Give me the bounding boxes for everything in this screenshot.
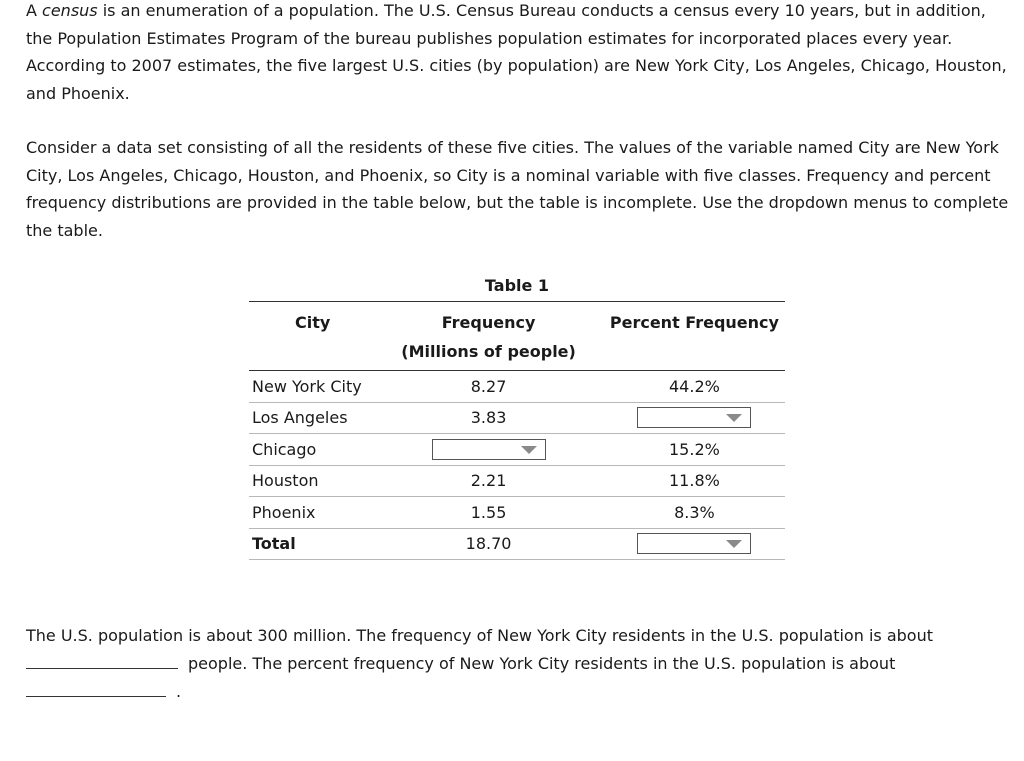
table-row — [249, 434, 785, 466]
city-cell: Houston — [249, 465, 373, 497]
census-term: census — [42, 1, 98, 20]
nyc-frequency-answer-blank[interactable] — [26, 652, 178, 669]
percent-cell — [604, 528, 785, 560]
header-city: City — [294, 313, 331, 332]
header-frequency-unit: (Millions of people) — [401, 342, 576, 361]
question-line-2-text: people. The percent frequency of New York City residents in the U.S. population is about — [188, 654, 896, 673]
table-row — [249, 371, 785, 403]
chevron-down-icon — [726, 414, 742, 422]
intro-prefix: A — [26, 1, 43, 20]
total-frequency-cell: 18.70 — [373, 528, 604, 560]
city-cell: Chicago — [249, 434, 373, 466]
los-angeles-percent-dropdown[interactable] — [637, 407, 751, 428]
city-cell: New York City — [249, 371, 373, 403]
percent-cell: 11.8% — [604, 465, 785, 497]
city-cell: Phoenix — [249, 497, 373, 529]
total-label: Total — [249, 528, 373, 560]
table-header-row — [249, 302, 785, 371]
table-title: Table 1 — [484, 276, 550, 295]
percent-cell: 8.3% — [604, 497, 785, 529]
question-line-2 — [26, 650, 1016, 678]
frequency-cell — [373, 434, 604, 466]
frequency-cell: 3.83 — [373, 402, 604, 434]
chicago-frequency-dropdown[interactable] — [432, 439, 546, 460]
table-row — [249, 402, 785, 434]
total-percent-dropdown[interactable] — [637, 533, 751, 554]
frequency-cell: 1.55 — [373, 497, 604, 529]
question-line-1: The U.S. population is about 300 million. The frequency of New York City residents in the U.S. population is about — [26, 626, 933, 645]
frequency-cell: 8.27 — [373, 371, 604, 403]
total-row — [249, 528, 785, 560]
nyc-percent-answer-blank[interactable] — [26, 680, 166, 697]
city-cell: Los Angeles — [249, 402, 373, 434]
header-percent-frequency: Percent Frequency — [609, 313, 779, 332]
header-frequency-label: Frequency — [441, 313, 536, 332]
intro-paragraph — [26, 0, 1016, 107]
header-frequency — [373, 302, 604, 371]
question-paragraph — [26, 622, 1016, 706]
question-line-3 — [26, 678, 1016, 706]
chevron-down-icon — [726, 540, 742, 548]
frequency-cell: 2.21 — [373, 465, 604, 497]
intro-text: is an enumeration of a population. The U.S. Census Bureau conducts a census every 10 years, but in addition, the Population Estimates Program of the bureau publishes population estimates for incorporated places every year. According to 2007 estimates, the five largest U.S. cities (by population) are New York City, Los Angeles, Chicago, Houston, and Phoenix. — [26, 1, 1007, 103]
percent-cell: 44.2% — [604, 371, 785, 403]
instructions-paragraph: Consider a data set consisting of all the residents of these five cities. The values of the variable named City are New York City, Los Angeles, Chicago, Houston, and Phoenix, so City is a nominal variable with five classes. Frequency and percent frequency distributions are provided in the table below, but the table is incomplete. Use the dropdown menus to complete the table. — [26, 138, 1009, 240]
chevron-down-icon — [521, 446, 537, 454]
percent-cell: 15.2% — [604, 434, 785, 466]
table-row — [249, 465, 785, 497]
question-period: . — [176, 682, 182, 701]
frequency-table — [249, 301, 785, 560]
percent-cell — [604, 402, 785, 434]
table-row — [249, 497, 785, 529]
